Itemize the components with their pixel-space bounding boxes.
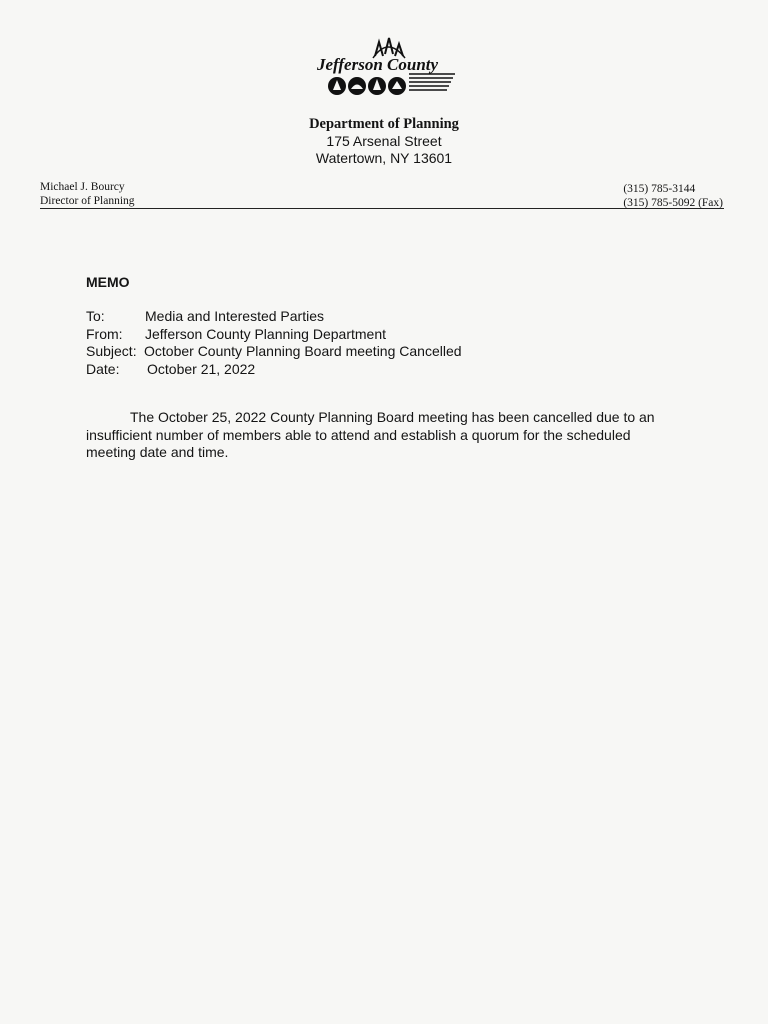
memo-fields: [86, 308, 462, 378]
department-name: Department of Planning: [309, 116, 459, 132]
from-row: [86, 326, 462, 344]
jefferson-county-logo: [313, 34, 458, 106]
memo-heading: MEMO: [86, 274, 130, 290]
date-label: Date:: [86, 360, 120, 377]
from-value: Jefferson County Planning Department: [145, 325, 386, 342]
subject-value: October County Planning Board meeting Cancelled: [144, 343, 462, 359]
to-row: [86, 308, 462, 326]
subject-row: [86, 343, 462, 361]
to-label: To:: [86, 308, 105, 324]
date-row: [86, 361, 462, 379]
to-value: Media and Interested Parties: [145, 308, 324, 324]
from-label: From:: [86, 325, 123, 342]
phone-number: (315) 785-3144: [623, 183, 696, 195]
department-city: Watertown, NY 13601: [315, 150, 453, 166]
department-street: 175 Arsenal Street: [326, 133, 442, 149]
logo-text: Jefferson County: [317, 55, 439, 74]
date-value: October 21, 2022: [147, 360, 256, 377]
director-name: Michael J. Bourcy: [40, 181, 125, 193]
subject-label: Subject:: [86, 343, 137, 359]
director-block: [40, 180, 135, 208]
fax-number: (315) 785-5092 (Fax): [623, 197, 723, 209]
phone-block: [623, 182, 723, 210]
memo-body: The October 25, 2022 County Planning Board meeting has been cancelled due to an insufficient number of members able to attend and establish a quorum for the scheduled meeting date and time.: [86, 409, 655, 460]
director-title: Director of Planning: [40, 195, 135, 207]
letterhead-divider: [40, 208, 724, 209]
